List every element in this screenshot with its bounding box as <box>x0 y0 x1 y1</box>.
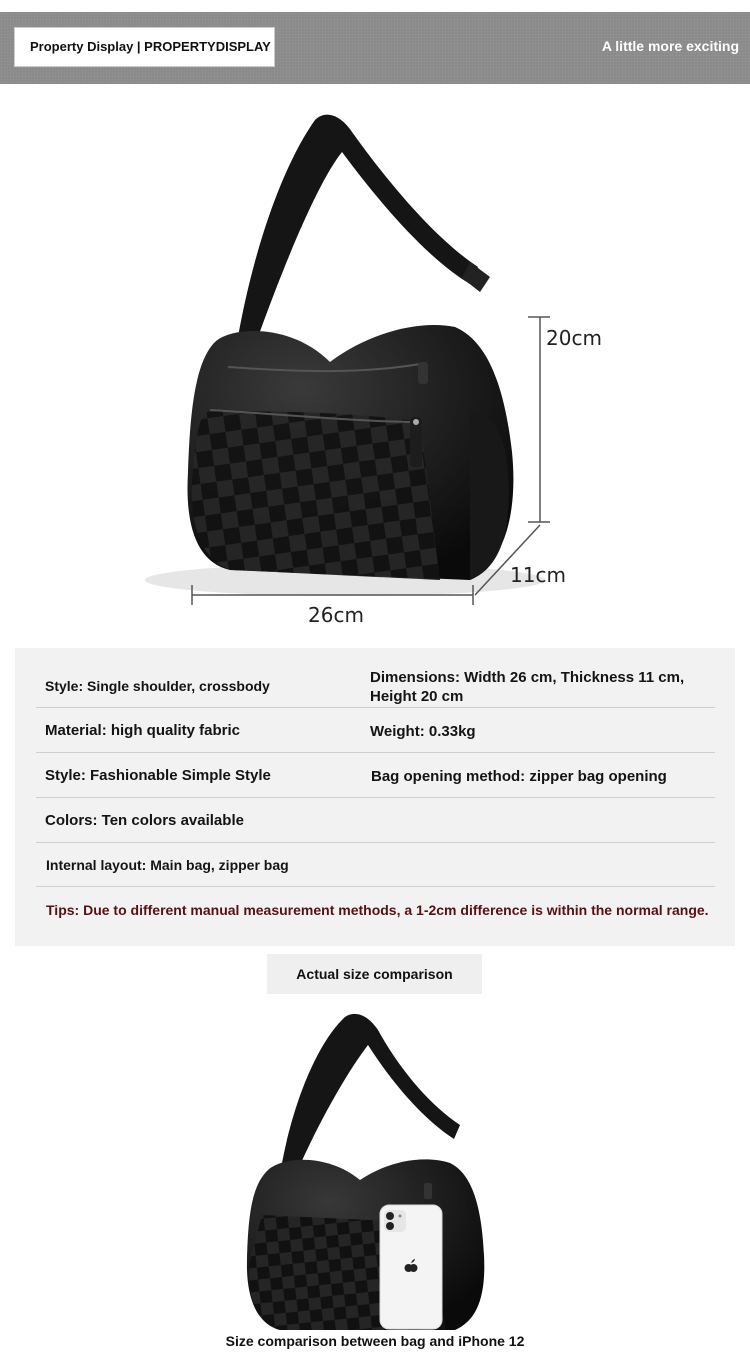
spec-dimensions: Dimensions: Width 26 cm, Thickness 11 cm, Height 20 cm <box>370 669 685 705</box>
compare-bag-strap <box>282 1014 460 1165</box>
height-label: 20cm <box>546 326 602 350</box>
spec-row <box>36 752 715 798</box>
header-slogan: A little more exciting <box>601 38 739 54</box>
spec-colors: Colors: Ten colors available <box>45 812 244 829</box>
actual-size-comparison-label: Actual size comparison <box>267 954 482 994</box>
spec-opening-method: Bag opening method: zipper bag opening <box>371 768 667 785</box>
thickness-label: 11cm <box>510 563 566 587</box>
spec-internal-layout: Internal layout: Main bag, zipper bag <box>46 857 289 873</box>
spec-row <box>36 662 715 708</box>
property-display-tag: Property Display | PROPERTYDISPLAY <box>14 27 275 67</box>
comparison-caption: Size comparison between bag and iPhone 12 <box>225 1333 525 1349</box>
header-band <box>0 12 750 84</box>
zipper-pull-top <box>418 362 428 384</box>
spec-panel <box>15 648 735 946</box>
spec-row <box>36 707 715 753</box>
measurement-tips: Tips: Due to different manual measurement methods, a 1-2cm difference is within the normal range. <box>46 902 709 918</box>
width-label: 26cm <box>308 603 364 627</box>
bag-dimension-figure <box>0 92 750 640</box>
bag-strap <box>238 115 478 337</box>
bag-iphone-comparison-figure <box>0 1005 750 1335</box>
iphone-12 <box>380 1205 442 1329</box>
spec-style-shoulder: Style: Single shoulder, crossbody <box>45 678 270 694</box>
spec-row <box>36 797 715 843</box>
spec-weight: Weight: 0.33kg <box>370 723 476 740</box>
spec-material: Material: high quality fabric <box>45 722 241 739</box>
spec-style-fashion: Style: Fashionable Simple Style <box>45 767 271 784</box>
bag-front-pocket <box>192 411 440 580</box>
spec-row <box>36 842 715 887</box>
